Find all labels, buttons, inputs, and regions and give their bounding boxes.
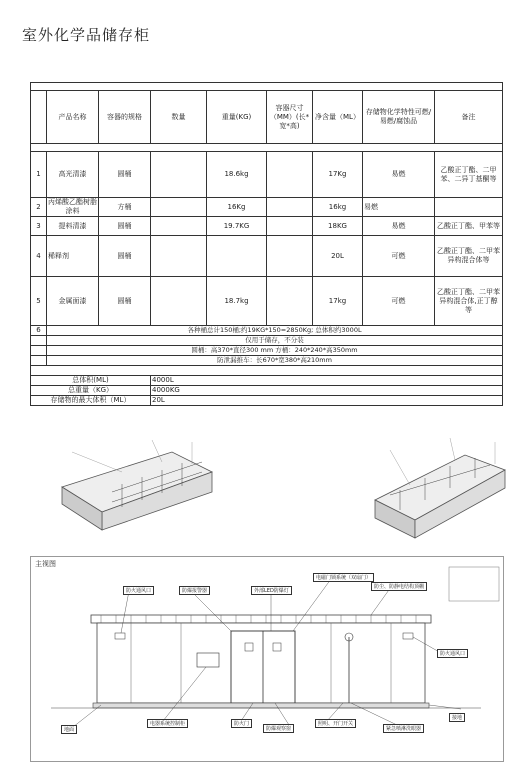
isometric-drawing-right [370,430,510,542]
callout-label: 防尘、防静电结构顶棚 [371,582,427,591]
callout-label: 照明、开门开关 [315,719,356,728]
header-cell: 备注 [435,91,503,144]
table-row: 5 金属面漆 圆桶 18.7kg 17kg 可燃 乙酸正丁酯、二甲苯异构混合体,正丁醇等 [31,277,503,326]
table-row: 2 丙烯酸乙酯树脂涂料 方桶 16Kg 16kg 易燃 [31,198,503,217]
callout-label: 防火门 [231,719,252,728]
header-cell: 容器的规格 [99,91,151,144]
header-cell: 净含量（ML） [313,91,363,144]
summary-row: 存储物的最大体积（ML） 20L [31,396,503,406]
header-cell: 数量 [151,91,207,144]
table-row: 6 各种桶总计150桶;约19KG*150=2850Kg; 总体积约3000L [31,326,503,336]
summary-row: 总体积(ML) 4000L [31,376,503,386]
callout-label: 防火通风口 [123,586,154,595]
isometric-drawing-left [52,432,220,532]
section-title: 主视图 [35,560,56,568]
table-row: 1 高光清漆 圆桶 18.6kg 17Kg 易燃 乙酸正丁酯、二甲苯、二异丁基酮等 [31,152,503,198]
callout-label: 防火通风口 [437,649,468,658]
summary-row: 总重量（KG） 4000KG [31,386,503,396]
callout-label: 防爆观察窗 [263,724,294,733]
callout-label: 防爆报警器 [179,586,210,595]
table-row: 3 提料清漆 圆桶 19.7KG 18KG 易燃 乙酸正丁酯、甲苯等 [31,217,503,236]
callout-label: 地面 [61,725,77,734]
callout-label: 接地 [449,713,465,722]
header-cell [31,91,47,144]
storage-table: 产品名称 容器的规格 数量 重量(KG) 容器尺寸（MM）(长*宽*高) 净含量（ML） 存储物化学特性可燃/易燃/腐蚀品 备注 1 高光清漆 圆桶 18.6kg 17Kg 易燃 乙酸正丁酯、二甲苯、二异丁基酮等 2 丙烯酸乙酯树脂涂料 方桶 16Kg 16kg 易燃 3 提料清漆 圆桶 19.7KG 18KG 易燃 乙酸正丁酯、甲苯等 4 稀释剂 圆桶 20L 可燃 乙酸正丁酯、二甲苯异构混合体等 5 金属面漆 圆桶 18.7kg 17kg 可燃 乙酸正丁酯、二甲苯异构混合体,正丁醇等 6 各种桶总计150桶;约19KG*150=2850Kg; 总体积约3000L 仅用于储存，不分装 圆桶：高370*直径300 mm 方桶：240*240*高350mm 防泄漏推车：长670*宽380*高210mm 总体积(ML) 4000L 总重量（KG） 4000KG 存储物的最大体积（ML） 20L [30,82,503,406]
header-cell: 重量(KG) [207,91,267,144]
callout-label: 紧急喷淋洗眼器 [383,724,424,733]
table-row: 4 稀释剂 圆桶 20L 可燃 乙酸正丁酯、二甲苯异构混合体等 [31,236,503,277]
callout-label: 电磁门锁系统（双扇门） [313,573,374,582]
header-cell: 产品名称 [47,91,99,144]
callout-label: 电器系统控制柜 [147,719,188,728]
header-cell: 存储物化学特性可燃/易燃/腐蚀品 [363,91,435,144]
callout-label: 外部LED防爆灯 [251,586,292,595]
front-elevation-drawing [30,556,504,762]
header-cell: 容器尺寸（MM）(长*宽*高) [267,91,313,144]
table-header [31,91,503,144]
page-title: 室外化学品储存柜 [22,26,151,44]
